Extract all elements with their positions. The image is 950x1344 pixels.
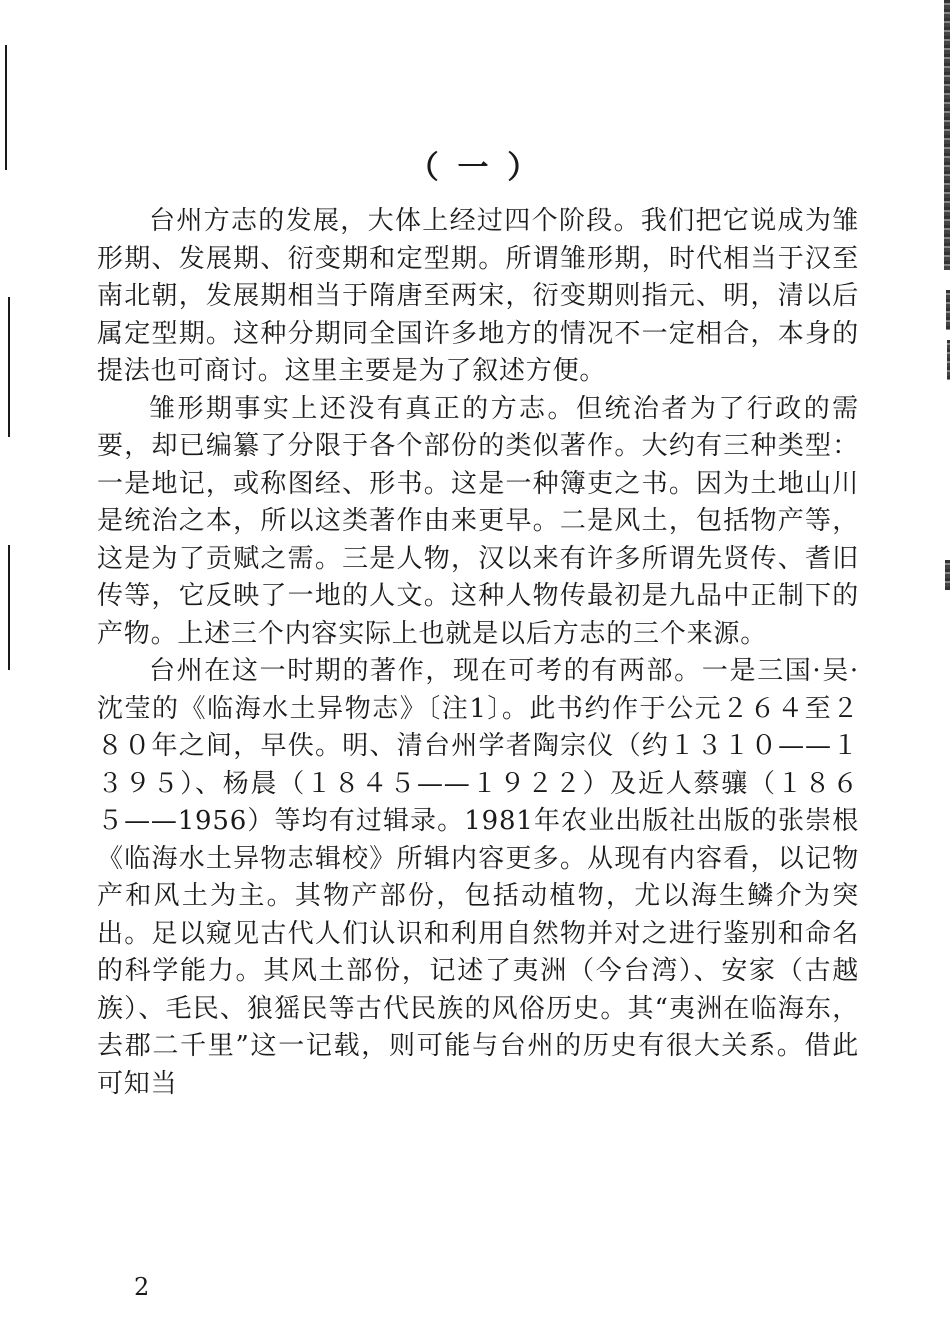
scan-line-mark: [8, 297, 10, 437]
section-heading: （ 一 ）: [407, 150, 543, 186]
scan-edge-mark: [946, 290, 950, 330]
scan-line-mark: [8, 545, 10, 670]
paragraph-2: 雏形期事实上还没有真正的方志。但统治者为了行政的需要，却已编纂了分限于各个部份的类似著作。大约有三种类型：一是地记，或称图经、形书。这是一种簿吏之书。因为土地山川是统治之本，所以这类著作由来更早。二是风土，包括物产等，这是为了贡赋之需。三是人物，汉以来有许多所谓先贤传、耆旧传等，它反映了一地的人文。这种人物传最初是九品中正制下的产物。上述三个内容实际上也就是以后方志的三个来源。: [97, 393, 859, 649]
body-text: [97, 203, 859, 1103]
paragraph-3: 台州在这一时期的著作，现在可考的有两部。一是三国·吴·沈莹的《临海水土异物志》〔注1〕。此书约作于公元２６４至２８０年之间，早佚。明、清台州学者陶宗仪（约１３１０——１３９５）、杨晨（１８４５——１９２２）及近人蔡骧（１８６５——1956）等均有过辑录。1981年农业出版社出版的张崇根《临海水土异物志辑校》所辑内容更多。从现有内容看，以记物产和风土为主。其物产部份，包括动植物，尤以海生鳞介为突出。足以窥见古代人们认识和利用自然物并对之进行鉴别和命名的科学能力。其风土部份，记述了夷洲（今台湾）、安家（古越族）、毛民、狼猺民等古代民族的风俗历史。其“夷洲在临海东，去郡二千里”这一记载，则可能与台州的历史有很大关系。借此可知当: [97, 656, 859, 1099]
paragraph-1: 台州方志的发展，大体上经过四个阶段。我们把它说成为雏形期、发展期、衍变期和定型期。所谓雏形期，时代相当于汉至南北朝，发展期相当于隋唐至两宋，衍变期则指元、明，清以后属定型期。这种分期同全国许多地方的情况不一定相合，本身的提法也可商讨。这里主要是为了叙述方便。: [97, 206, 859, 386]
page-number: 2: [134, 1273, 150, 1301]
scan-edge-mark: [944, 0, 950, 270]
scan-edge-mark: [945, 560, 950, 590]
